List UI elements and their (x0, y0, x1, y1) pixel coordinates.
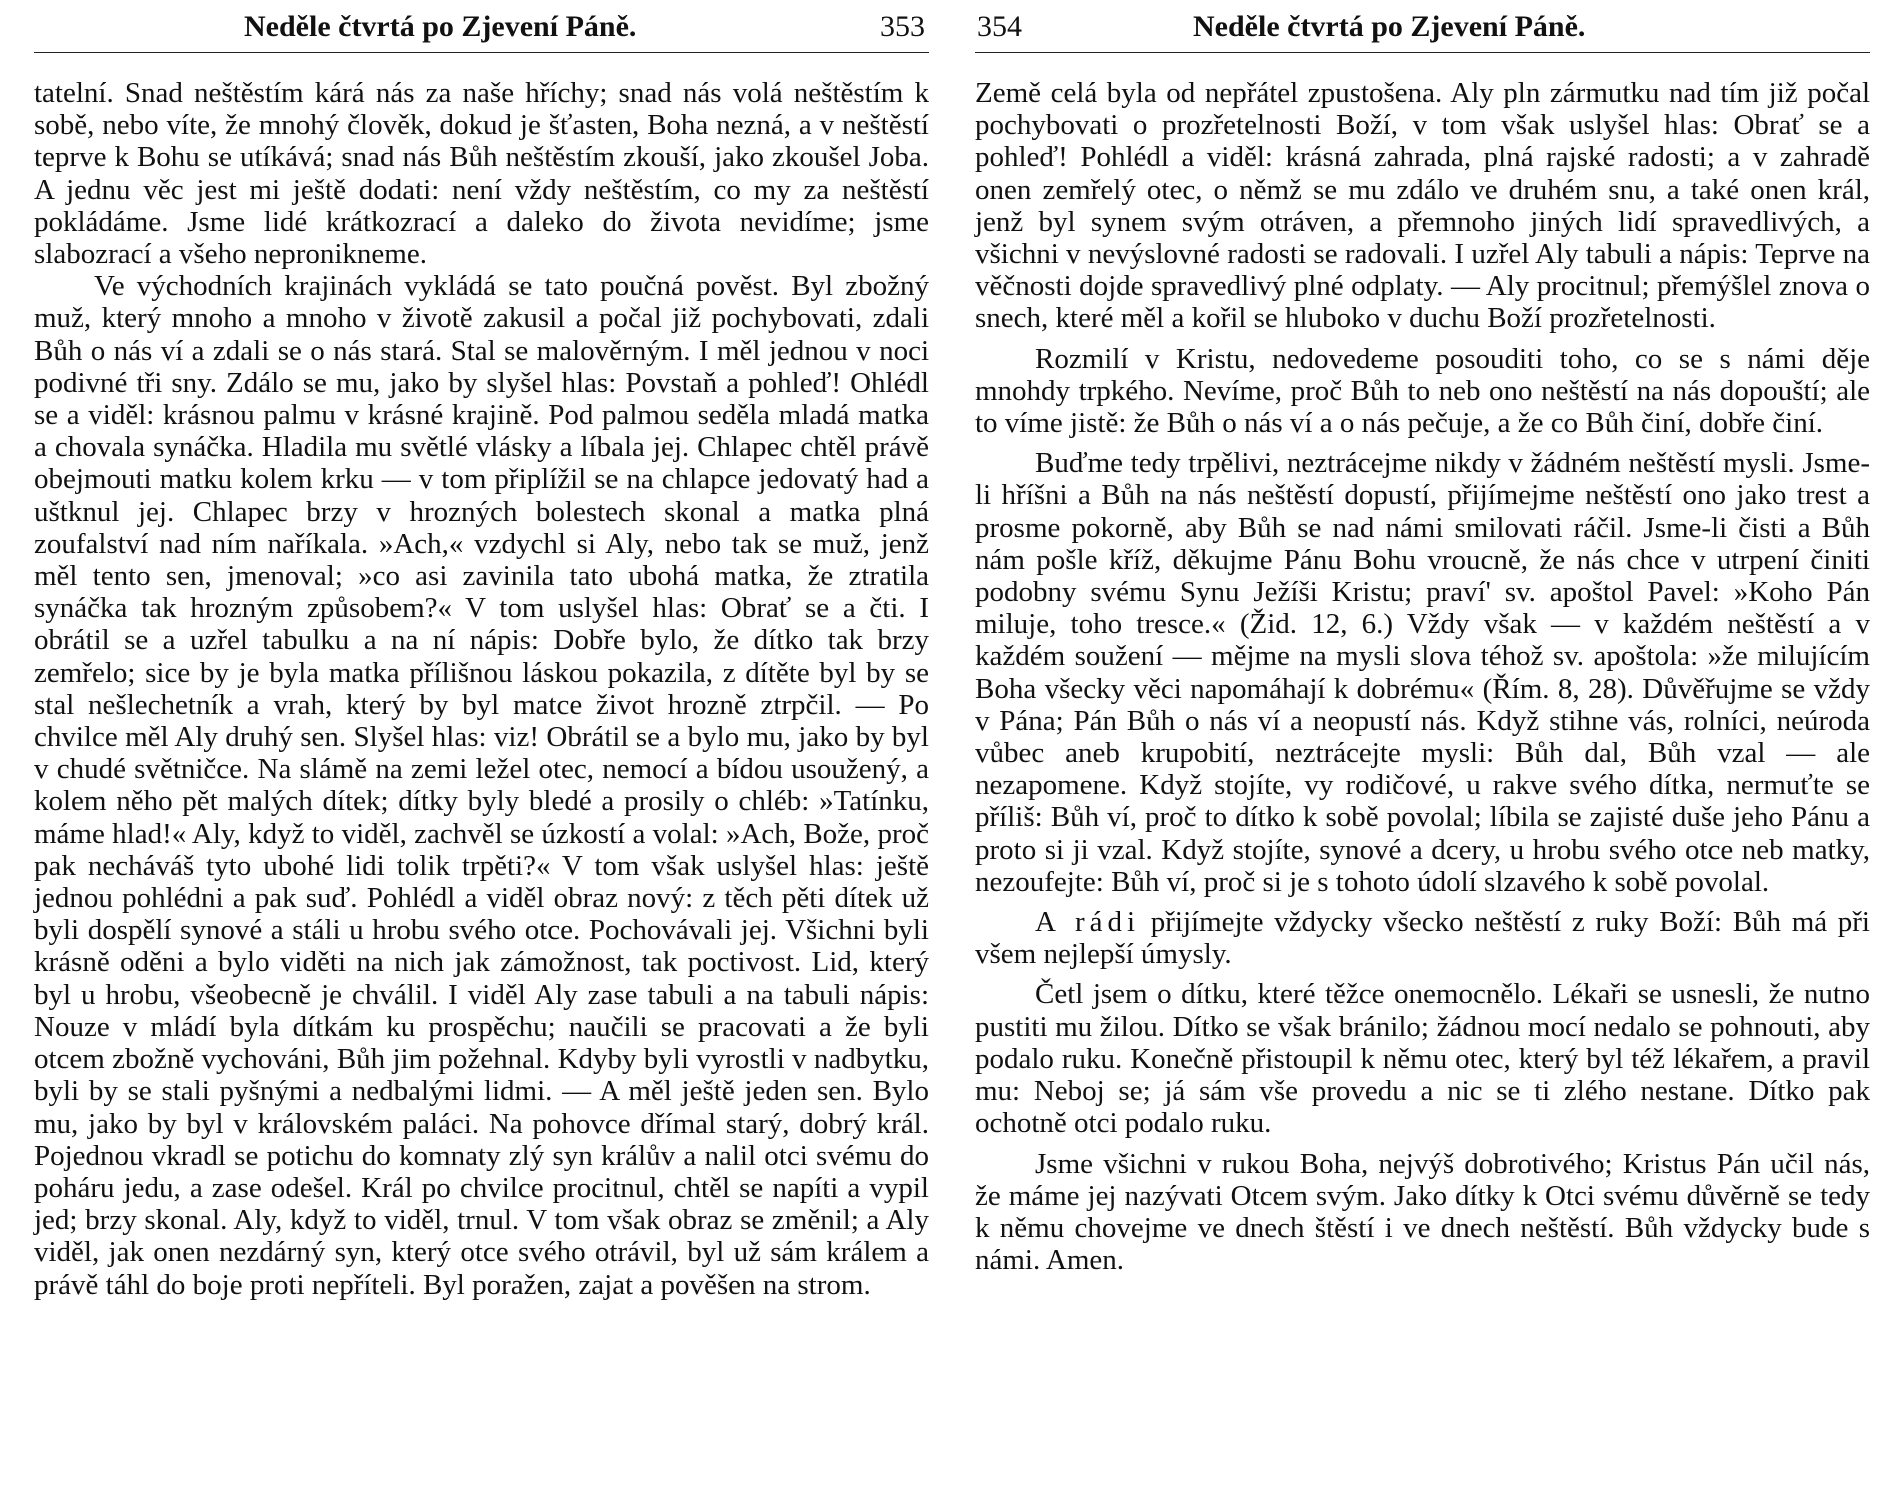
paragraph: Ve východních krajinách vykládá se tato poučná pověst. Byl zbožný muž, který mnoho a mnoho v životě zakusil a počal již pochybovati, zdali Bůh o nás ví a zdali se o nás stará. Stal se malověrným. I měl jednou v noci podivné tři sny. Zdálo se mu, jako by slyšel hlas: Povstaň a pohleď! Ohlédl se a viděl: krásnou palmu v krásné krajině. Pod palmou seděla mladá matka a chovala synáčka. Hladila mu světlé vlásky a líbala jej. Chlapec chtěl právě obejmouti matku kolem krku — v tom připlížil se na chlapce jedovatý had a uštknul jej. Chlapec brzy v hrozných bolestech skonal a matka plná zoufalství nad ním naříkala. »Ach,« vzdychl si Aly, nebo tak se muž, jenž měl tento sen, jmenoval; »co asi zavinila tato ubohá matka, že ztratila synáčka tak hrozným způsobem?« V tom uslyšel hlas: Obrať se a čti. I obrátil se a uzřel tabulku a na ní nápis: Dobře bylo, že dítko tak brzy zemřelo; sice by je byla matka přílišnou láskou pokazila, z dítěte byl by se stal nešlechetník a vrah, který by byl matce život hrozně ztrpčil. — Po chvilce měl Aly druhý sen. Slyšel hlas: viz! Obrátil se a bylo mu, jako by byl v chudé světničce. Na slámě na zemi ležel otec, nemocí a bídou usoužený, a kolem něho pět malých dítek; dítky byly bledé a prosily o chléb: »Tatínku, máme hlad!« Aly, když to viděl, zachvěl se úzkostí a volal: »Ach, Bože, proč pak necháváš tyto ubohé lidi tolik trpěti?« V tom však uslyšel hlas: ještě jednou pohlédni a pak suď. Pohlédl a viděl obraz nový: z těch pěti dítek už byli dospělí synové a stáli u hrobu svého otce. Pochovávali jej. Všichni byli krásně oděni a bylo viděti na nich jak zámožnost, tak poctivost. Lid, který byl u hrobu, všeobecně je chválil. I viděl Aly zase tabuli a na tabuli nápis: Nouze v mládí byla dítkám ku prospěchu; naučili se pracovati a že byli otcem zbožně vychováni, Bůh jim požehnal. Kdyby byli vyrostli v nadbytku, byli by se stali pyšnými a nedbalými lidmi. — A měl ještě jeden sen. Bylo mu, jako by byl v královském paláci. Na pohovce dřímal starý, dobrý král. Pojednou vkradl se potichu do komnaty zlý syn králův a nalil otci svému do poháru jedu, a zase odešel. Král po chvilce procitnul, chtěl se napíti a vypil jed; brzy skonal. Aly, když to viděl, trnul. V tom však obraz se změnil; a Aly viděl, jak onen nezdárný syn, který otce svého otrávil, byl už sám králem a právě táhl do boje proti nepříteli. Byl poražen, zajat a pověšen na strom. (34, 270, 929, 1301)
left-page-body (34, 53, 929, 1301)
paragraph: Jsme všichni v rukou Boha, nejvýš dobrotivého; Kristus Pán učil nás, že máme jej nazývati Otcem svým. Jako dítky k Otci svému důvěrně se tedy k němu chovejme ve dnech štěstí i ve dnech neštěstí. Bůh vždycky bude s námi. Amen. (975, 1147, 1870, 1277)
right-running-header (975, 0, 1870, 53)
left-running-header (34, 0, 929, 53)
left-page-number: 353 (880, 10, 925, 43)
spaced-emphasis: A rádi (1035, 906, 1141, 939)
paragraph: Rozmilí v Kristu, nedovedeme posouditi toho, co se s námi děje mnohdy trpkého. Nevíme, proč Bůh to neb ono neštěstí na nás dopouští; ale to víme jistě: že Bůh o nás ví a o nás pečuje, a že co Bůh činí, dobře činí. (975, 342, 1870, 440)
left-page (0, 0, 935, 1301)
paragraph-text: přijímejte vždycky všecko neštěstí z ruky Boží: Bůh má při všem nejlepší úmysly. (975, 906, 1870, 971)
left-header-title: Neděle čtvrtá po Zjevení Páně. (244, 10, 637, 43)
right-page-body (975, 53, 1870, 1276)
paragraph: Země celá byla od nepřátel zpustošena. Aly pln zármutku nad tím již počal pochybovati o prozřetelnosti Boží, v tom však uslyšel hlas: Obrať se a pohleď! Pohlédl a viděl: krásná zahrada, plná rajské radosti; a v zahradě onen zemřelý otec, o němž se mu zdálo ve druhém snu, a také onen král, jenž byl synem svým otráven, a přemnoho jiných lidí spravedlivých, a všichni v nevýslovné radosti se radovali. I uzřel Aly tabuli a nápis: Teprve na věčnosti dojde spravedlivý plné odplaty. — Aly procitnul; přemýšlel znova o snech, které měl a kořil se hluboko v duchu Boží prozřetelnosti. (975, 77, 1870, 335)
paragraph (975, 906, 1870, 970)
paragraph: Buďme tedy trpělivi, neztrácejme nikdy v žádném neštěstí mysli. Jsme-li hříšni a Bůh na nás neštěstí dopustí, přijímejme neštěstí ono jako trest a prosme pokorně, aby Bůh se nad námi smilovati ráčil. Jsme-li čisti a Bůh nám pošle kříž, děkujme Pánu Bohu vroucně, že nás chce v utrpení činiti podobny svému Synu Ježíši Kristu; praví' sv. apoštol Pavel: »Koho Pán miluje, toho tresce.« (Žid. 12, 6.) Vždy však — v každém neštěstí a v každém soužení — mějme na mysli slova téhož sv. apoštola: »že milujícím Boha všecky věci napomáhají k dobrému« (Řím. 8, 28). Důvěřujme se vždy v Pána; Pán Bůh o nás ví a neopustí nás. Když stihne vás, rolníci, neúroda vůbec aneb krupobití, neztrácejte mysli: Bůh dal, Bůh vzal — ale nezapomene. Když stojíte, vy rodičové, u rakve svého dítka, nermuťte se příliš: Bůh ví, proč to dítko k sobě povolal; líbila se zajisté duše jeho Pánu a proto si ji vzal. Když stojíte, synové a dcery, u hrobu svého otce neb matky, nezoufejte: Bůh ví, proč si je s tohoto údolí slzavého k sobě povolal. (975, 447, 1870, 898)
paragraph: tatelní. Snad neštěstím kárá nás za naše hříchy; snad nás volá neštěstím k sobě, nebo víte, že mnohý člověk, dokud je šťasten, Boha nezná, a v neštěstí teprve k Bohu se utíkává; snad nás Bůh neštěstím zkouší, jako zkoušel Joba. A jednu věc jest mi ještě dodati: není vždy neštěstím, co my za neštěstí pokládáme. Jsme lidé krátkozrací a daleko do života nevidíme; jsme slabozrací a všeho nepronikneme. (34, 77, 929, 271)
paragraph: Četl jsem o dítku, které těžce onemocnělo. Lékaři se usnesli, že nutno pustiti mu žilou. Dítko se však bránilo; žádnou mocí nedalo se pohnouti, aby podalo ruku. Konečně přistoupil k němu otec, který byl též lékařem, a pravil mu: Neboj se; já sám vše provedu a nic se ti zlého nestane. Dítko pak ochotně otci podalo ruku. (975, 978, 1870, 1140)
right-page-number: 354 (977, 10, 1022, 43)
right-page (975, 0, 1870, 1276)
right-header-title: Neděle čtvrtá po Zjevení Páně. (1193, 10, 1586, 43)
